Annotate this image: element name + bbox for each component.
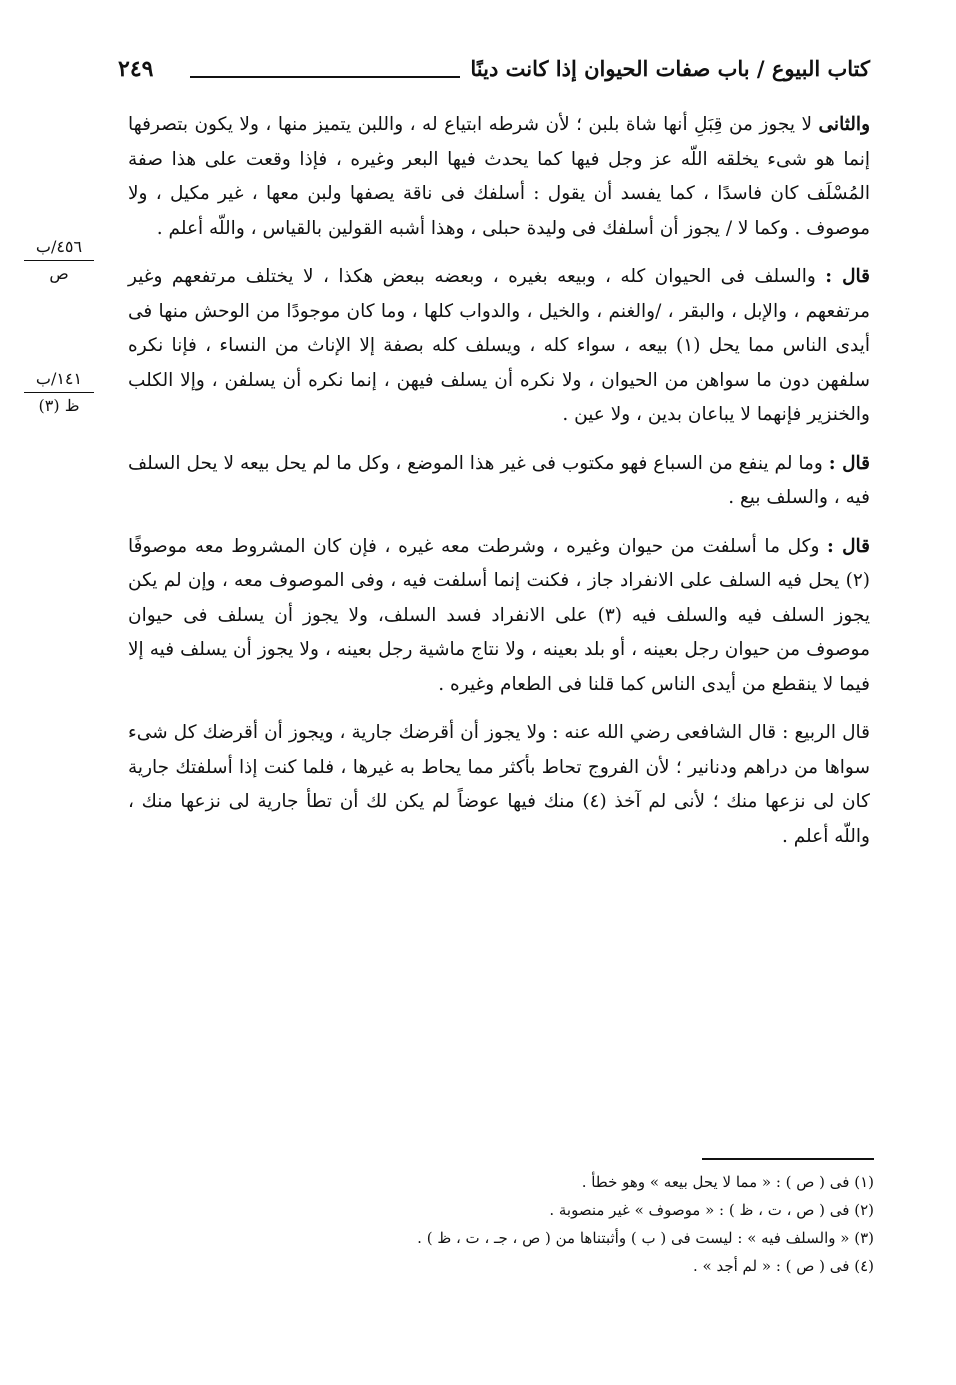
- footnote: (٣) « والسلف فيه » : ليست فى ( ب ) وأثبتناها من ( ص ، جـ ، ت ، ظ ) .: [417, 1229, 874, 1247]
- paragraph-text: وكل ما أسلفت من حيوان وغيره ، وشرطت معه غيره ، فإن كان المشروط معه موصوفًا (٢) يحل فيه السلف على الانفراد جاز ، فكنت إنما أسلفت فيه ، وفى الموصوف معه ، وإن لم يكن يجوز السلف فيه والسلف فيه (٣) على الانفراد فسد السلف، ولا يجوز أن يسلف فى حيوان موصوف من حيوان رجل بعينه ، أو بلد بعينه ، ولا نتاج ماشية رجل بعينه ، ولا يجوز أن يسلف فيه إلا فيما لا ينقطع من أيدى الناس كما قلنا فى الطعام وغيره .: [128, 535, 871, 695]
- paragraph: [128, 260, 870, 433]
- footnote: (٢) فى ( ص ، ت ، ظ ) : « موصوف » غير منصوبة .: [549, 1201, 874, 1219]
- margin-note-manuscript: ظ (٣): [38, 396, 80, 415]
- paragraph-text: والسلف فى الحيوان كله ، وبيعه بغيره ، وبعضه ببعض هكذا ، لا يختلف مرتفعهم وغير مرتفعهم ، والإبل ، والبقر ، /والغنم ، والخيل ، والدواب كلها ، وما كان موجودًا من الوحش منها فى أيدى الناس مما يحل (١) بيعه ، سواء كله ، ويسلف كله بصفة إلا الإناث من النساء ، فإنا نكره سلفهن دون ما سواهن من الحيوان ، ولا نكره أن يسلف فيهن ، إنما نكره أن يسلفن ، وإلا الكلب والخنزير فإنهما لا يباعان بدين ، ولا عين .: [128, 266, 871, 425]
- footnote-rule: [702, 1158, 874, 1160]
- margin-note-folio: ١٤١/ب: [24, 368, 94, 393]
- paragraph: [128, 530, 870, 703]
- running-title: كتاب البيوع / باب صفات الحيوان إذا كانت دينًا: [470, 56, 870, 81]
- page-header: [118, 56, 870, 92]
- paragraph-lead: قال :: [827, 535, 870, 557]
- margin-note-manuscript: ص: [49, 264, 69, 283]
- footnotes: [128, 1168, 874, 1280]
- footnote: (٤) فى ( ص ) : « لم أجد » .: [692, 1257, 874, 1275]
- margin-note: [24, 236, 94, 285]
- paragraph-lead: قال :: [828, 452, 870, 474]
- header-rule: [190, 76, 460, 78]
- paragraph-lead: قال :: [825, 266, 870, 287]
- margin-note: [24, 368, 94, 417]
- page-number: ٢٤٩: [118, 56, 154, 82]
- paragraph: [128, 447, 870, 516]
- main-text: [128, 108, 870, 868]
- paragraph: [128, 716, 870, 854]
- paragraph-text: وما لم ينفع من السباع فهو مكتوب فى غير هذا الموضع ، وكل ما لم يحل بيعه لا يحل السلف فيه ، والسلف بيع .: [128, 452, 870, 508]
- paragraph-text: قال الربيع : قال الشافعى رضي الله عنه : ولا يجوز أن أقرضك جارية ، ويجوز أن أقرضك كل شىء سواها من دراهم ودنانير ؛ لأن الفروج تحاط بأكثر مما يحاط به غيرها ، فلما كنت إذا أسلفتك جارية كان لى نزعها منك ؛ لأنى لم آخذ (٤) منك فيها عوضاً لم يكن لك أن تطأ جارية لى نزعها منك ، واللّه أعلم .: [128, 722, 870, 847]
- paragraph-text: لا يجوز من قِبَلِ أنها شاة بلبن ؛ لأن شرطه ابتياع له ، واللبن يتميز منها ، ولا يكون بتصرفها إنما هو شىء يخلقه اللّه عز وجل فيها كما يحدث فيها البعر وغيره ، فإذا وقعت على هذا صفة المُسْلَف كان فاسدًا ، كما يفسد أن يقول : أسلفك فى ناقة يصفها ولبن معها ، غير مكيل ، ولا موصوف . وكما لا / يجوز أن أسلفك فى وليدة حبلى ، وهذا أشبه القولين بالقياس ، واللّه أعلم .: [128, 114, 870, 239]
- paragraph-lead: والثانى: [818, 114, 870, 135]
- footnote: (١) فى ( ص ) : « مما لا يحل بيعه » وهو خطأ .: [581, 1173, 874, 1191]
- margin-note-folio: ٤٥٦/ب: [24, 236, 94, 261]
- paragraph: [128, 108, 870, 246]
